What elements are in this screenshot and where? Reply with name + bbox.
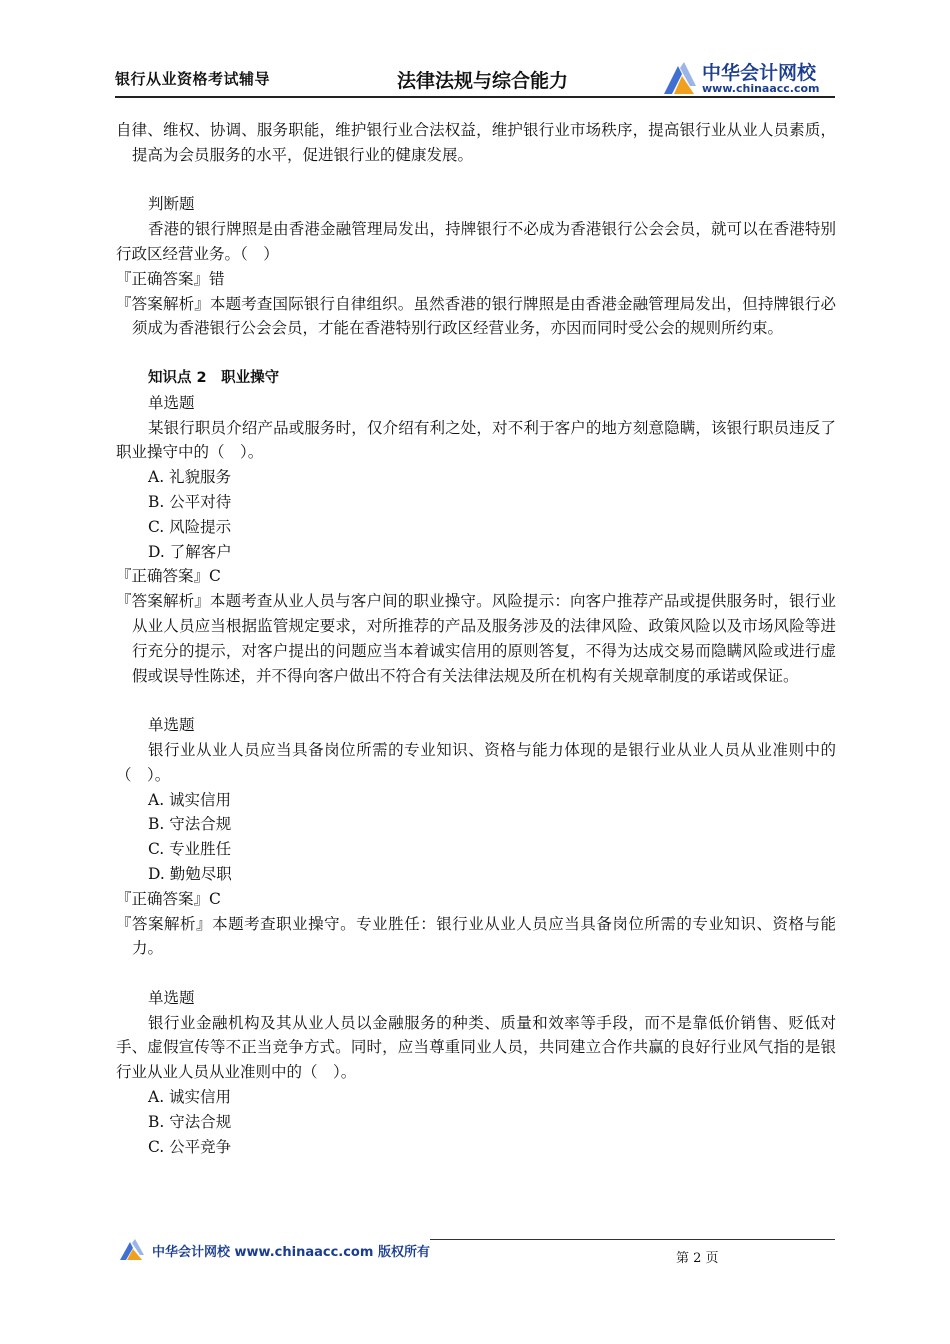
q1-type: 判断题 bbox=[148, 195, 195, 214]
q2-option: D. 了解客户 bbox=[148, 542, 232, 561]
q2-type: 单选题 bbox=[148, 393, 195, 412]
q3-answer: 『正确答案』C bbox=[116, 889, 221, 908]
q4-stem: 银行业金融机构及其从业人员以金融服务的种类、质量和效率等手段，而不是靠低价销售、贬低对手、虚假宣传等不正当竞争方式。同时，应当尊重同业人员，共同建立合作共赢的良好行业风气指的是银行业从业人员从业准则中的（ ）。 bbox=[116, 1013, 836, 1082]
q4-option: B. 守法合规 bbox=[148, 1112, 232, 1131]
q4-option: A. 诚实信用 bbox=[148, 1088, 232, 1107]
logo-url: www.chinaacc.com bbox=[702, 82, 820, 95]
footer-logo-icon bbox=[118, 1238, 148, 1262]
logo-icon bbox=[660, 60, 700, 96]
q3-option: B. 守法合规 bbox=[148, 815, 232, 834]
section-title: 知识点 2 职业操守 bbox=[148, 369, 280, 386]
intro-paragraph: 自律、维权、协调、服务职能，维护银行业合法权益，维护银行业市场秩序，提高银行业从业人员素质，提高为会员服务的水平，促进银行业的健康发展。 bbox=[116, 121, 836, 164]
q4-type: 单选题 bbox=[148, 988, 195, 1007]
q2-option: B. 公平对待 bbox=[148, 492, 232, 511]
q3-option: A. 诚实信用 bbox=[148, 790, 232, 809]
q3-type: 单选题 bbox=[148, 716, 195, 735]
footer-rule bbox=[430, 1239, 835, 1240]
q2-answer: 『正确答案』C bbox=[116, 567, 221, 586]
q2-option: C. 风险提示 bbox=[148, 517, 232, 536]
q1-answer: 『正确答案』错 bbox=[116, 269, 225, 288]
header-left-title: 银行从业资格考试辅导 bbox=[115, 70, 271, 88]
header-center-title: 法律法规与综合能力 bbox=[397, 70, 569, 92]
q2-option: A. 礼貌服务 bbox=[148, 468, 232, 487]
q3-stem: 银行业从业人员应当具备岗位所需的专业知识、资格与能力体现的是银行业从业人员从业准则中的（ ）。 bbox=[116, 740, 836, 784]
q1-stem: 香港的银行牌照是由香港金融管理局发出，持牌银行不必成为香港银行公会会员，就可以在香港特别行政区经营业务。（ ） bbox=[116, 220, 836, 263]
q2-stem: 某银行职员介绍产品或服务时，仅介绍有利之处，对不利于客户的地方刻意隐瞒，该银行职员违反了职业操守中的（ ）。 bbox=[116, 418, 836, 462]
q2-analysis: 『答案解析』本题考查从业人员与客户间的职业操守。风险提示：向客户推荐产品或提供服务时，银行业从业人员应当根据监管规定要求，对所推荐的产品及服务涉及的法律风险、政策风险以及市场风险等进行充分的提示，对客户提出的问题应当本着诚实信用的原则答复，不得为达成交易而隐瞒风险或进行虚假或误导性陈述，并不得向客户做出不符合有关法律法规及所在机构有关规章制度的承诺或保证。 bbox=[116, 592, 836, 685]
footer-copyright: 中华会计网校 www.chinaacc.com 版权所有 bbox=[152, 1245, 430, 1260]
document-body bbox=[116, 118, 836, 1159]
q3-option: D. 勤勉尽职 bbox=[148, 864, 232, 883]
header-rule bbox=[115, 96, 835, 98]
logo-name: 中华会计网校 bbox=[702, 62, 817, 84]
q3-option: C. 专业胜任 bbox=[148, 840, 232, 859]
q3-analysis: 『答案解析』本题考查职业操守。专业胜任：银行业从业人员应当具备岗位所需的专业知识、资格与能力。 bbox=[116, 914, 836, 958]
q1-analysis: 『答案解析』本题考查国际银行自律组织。虽然香港的银行牌照是由香港金融管理局发出，但持牌银行必须成为香港银行公会会员，才能在香港特别行政区经营业务，亦因而同时受公会的规则所约束。 bbox=[116, 294, 836, 338]
q4-option: C. 公平竞争 bbox=[148, 1137, 232, 1156]
header-logo bbox=[660, 58, 840, 98]
page-number: 第 2 页 bbox=[676, 1251, 719, 1266]
